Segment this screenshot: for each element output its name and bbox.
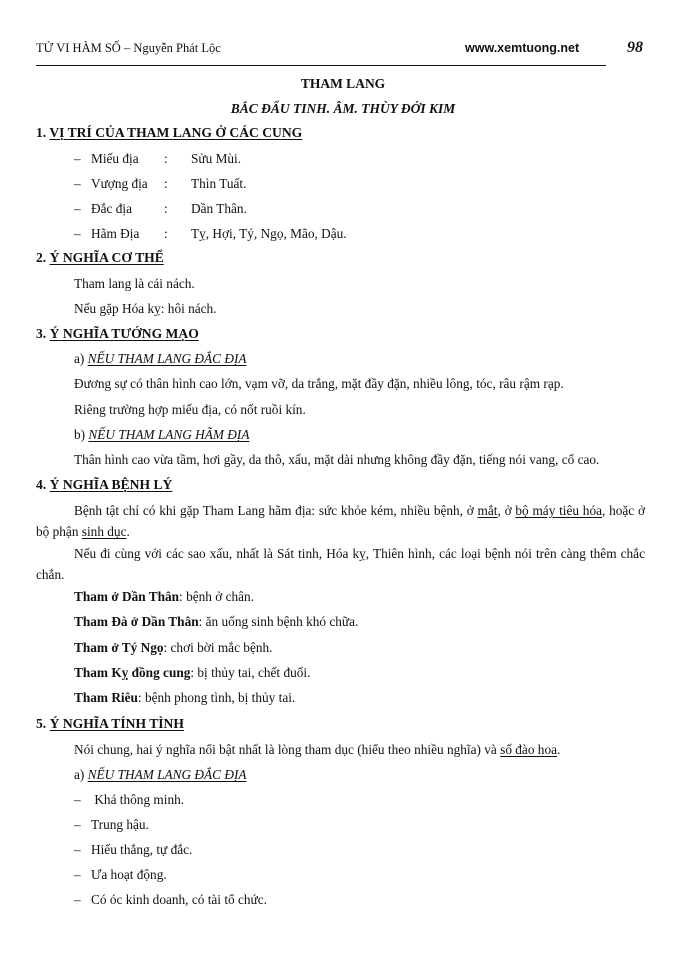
subsection-a-heading bbox=[74, 767, 247, 783]
position-value: Thìn Tuất. bbox=[191, 176, 247, 191]
body-line: Nếu gặp Hóa kỵ: hôi nách. bbox=[74, 301, 217, 316]
body-line: Riêng trường hợp miếu địa, có nốt ruồi kín. bbox=[74, 402, 306, 417]
section-number: 5. bbox=[36, 716, 47, 731]
trait-text: Khá thông minh. bbox=[91, 792, 185, 807]
dash-bullet: – bbox=[74, 226, 81, 241]
chapter-subtitle: BẮC ĐẨU TINH. ÂM. THÙY ĐỚI KIM bbox=[230, 101, 456, 116]
combination-item bbox=[74, 589, 254, 605]
trait-text: Hiếu thắng, tự đắc. bbox=[91, 842, 193, 857]
trait-text: Ưa hoạt động. bbox=[91, 867, 167, 882]
dash-bullet: – bbox=[74, 892, 81, 907]
paragraph-disease bbox=[36, 500, 645, 542]
combination-desc: : bị thủy tai, chết đuối. bbox=[190, 665, 311, 680]
text-run: Nói chung, hai ý nghĩa nổi bật nhất là lòng tham dục (hiểu theo nhiều nghĩa) và bbox=[74, 742, 501, 757]
text-run: . bbox=[557, 742, 561, 757]
combination-name: Tham Riêu bbox=[74, 690, 138, 705]
section-4-heading bbox=[36, 477, 172, 493]
section-number: 1. bbox=[36, 125, 47, 140]
position-key: Vượng địa bbox=[91, 176, 148, 191]
underlined-term: bộ máy tiêu hóa bbox=[515, 503, 603, 518]
dash-bullet: – bbox=[74, 792, 81, 807]
subsection-prefix: b) bbox=[74, 427, 86, 442]
body-line bbox=[74, 742, 560, 758]
dash-bullet: – bbox=[74, 842, 81, 857]
combination-item bbox=[74, 665, 310, 681]
section-number: 2. bbox=[36, 250, 47, 265]
subsection-title: NẾU THAM LANG ĐẮC ĐỊA bbox=[87, 351, 247, 366]
combination-desc: : bệnh phong tình, bị thủy tai. bbox=[137, 690, 296, 705]
combination-desc: : bệnh ở chân. bbox=[179, 589, 255, 604]
underlined-term: sinh dục bbox=[81, 524, 127, 539]
position-key: Đắc địa bbox=[91, 201, 132, 216]
trait-text: Có óc kinh doanh, có tài tổ chức. bbox=[91, 892, 267, 907]
body-line: Thân hình cao vừa tầm, hơi gầy, da thô, xấu, mặt dài nhưng không đầy đặn, tiếng nói vang, cổ cao. bbox=[74, 452, 600, 467]
dash-bullet: – bbox=[74, 201, 81, 216]
position-row bbox=[74, 176, 246, 192]
text-run: , ở bbox=[497, 503, 516, 518]
section-number: 4. bbox=[36, 477, 47, 492]
dash-bullet: – bbox=[74, 867, 81, 882]
section-1-heading bbox=[36, 125, 302, 141]
trait-item bbox=[74, 842, 192, 858]
dash-bullet: – bbox=[74, 176, 81, 191]
subsection-b-heading bbox=[74, 427, 249, 443]
combination-name: Tham Đà ở Dần Thân bbox=[74, 614, 199, 629]
section-number: 3. bbox=[36, 326, 47, 341]
section-2-heading bbox=[36, 250, 164, 266]
combination-name: Tham ở Tý Ngọ bbox=[74, 640, 164, 655]
position-key: Miếu địa bbox=[91, 151, 139, 166]
underlined-term: mắt bbox=[477, 503, 498, 518]
running-header-book-title: TỬ VI HÀM SỐ – Nguyễn Phát Lộc bbox=[36, 41, 221, 55]
text-run: . bbox=[126, 524, 130, 539]
position-value: Dần Thân. bbox=[191, 201, 247, 216]
subsection-title: NẾU THAM LANG ĐẮC ĐỊA bbox=[87, 767, 247, 782]
combination-item bbox=[74, 640, 272, 656]
section-3-heading bbox=[36, 326, 199, 342]
dash-bullet: – bbox=[74, 151, 81, 166]
subsection-title: NẾU THAM LANG HÃM ĐỊA bbox=[88, 427, 250, 442]
separator: : bbox=[164, 201, 168, 216]
position-value: Sửu Mùi. bbox=[191, 151, 242, 166]
header-rule bbox=[36, 65, 606, 66]
trait-item bbox=[74, 867, 167, 883]
subsection-prefix: a) bbox=[74, 767, 85, 782]
separator: : bbox=[164, 176, 168, 191]
combination-name: Tham Kỵ đồng cung bbox=[74, 665, 191, 680]
trait-item bbox=[74, 892, 267, 908]
body-line: Đương sự có thân hình cao lớn, vạm vỡ, da trắng, mặt đầy đặn, nhiều lông, tóc, râu rậm rạp. bbox=[74, 376, 564, 391]
paragraph-bad-stars: Nếu đi cùng với các sao xấu, nhất là Sát tinh, Hóa kỵ, Thiên hình, các loại bệnh nói trên càng thêm chắc chắn. bbox=[36, 546, 645, 582]
trait-item bbox=[74, 817, 149, 833]
position-row bbox=[74, 226, 347, 242]
trait-item bbox=[74, 792, 184, 808]
dash-bullet: – bbox=[74, 817, 81, 832]
subsection-a-heading bbox=[74, 351, 247, 367]
combination-item bbox=[74, 614, 358, 630]
section-5-heading bbox=[36, 716, 184, 732]
page-number: 98 bbox=[627, 39, 643, 56]
combination-item bbox=[74, 690, 295, 706]
position-key: Hãm Địa bbox=[91, 226, 140, 241]
running-header-website: www.xemtuong.net bbox=[465, 41, 580, 55]
chapter-title: THAM LANG bbox=[300, 76, 386, 91]
combination-name: Tham ở Dần Thân bbox=[74, 589, 180, 604]
position-row bbox=[74, 151, 241, 167]
section-title: Ý NGHĨA BỆNH LÝ bbox=[49, 477, 173, 492]
underlined-term: số đào hoa bbox=[500, 742, 558, 757]
position-value: Tỵ, Hợi, Tý, Ngọ, Mão, Dậu. bbox=[191, 226, 347, 241]
subsection-prefix: a) bbox=[74, 351, 85, 366]
section-title: Ý NGHĨA TƯỚNG MẠO bbox=[49, 326, 199, 341]
trait-text: Trung hậu. bbox=[91, 817, 149, 832]
body-line: Tham lang là cái nách. bbox=[74, 276, 195, 291]
position-row bbox=[74, 201, 247, 217]
section-title: Ý NGHĨA TÍNH TÌNH bbox=[49, 716, 184, 731]
section-title: VỊ TRÍ CỦA THAM LANG Ở CÁC CUNG bbox=[49, 125, 303, 140]
combination-desc: : chơi bời mắc bệnh. bbox=[163, 640, 273, 655]
text-run: , hoặc ở bộ phận bbox=[36, 503, 645, 539]
separator: : bbox=[164, 226, 168, 241]
text-run: Bệnh tật chỉ có khi gặp Tham Lang hãm địa: sức khỏe kém, nhiều bệnh, ở bbox=[74, 503, 478, 518]
combination-desc: : ăn uống sinh bệnh khó chữa. bbox=[198, 614, 359, 629]
separator: : bbox=[164, 151, 168, 166]
section-title: Ý NGHĨA CƠ THỂ bbox=[49, 250, 164, 265]
